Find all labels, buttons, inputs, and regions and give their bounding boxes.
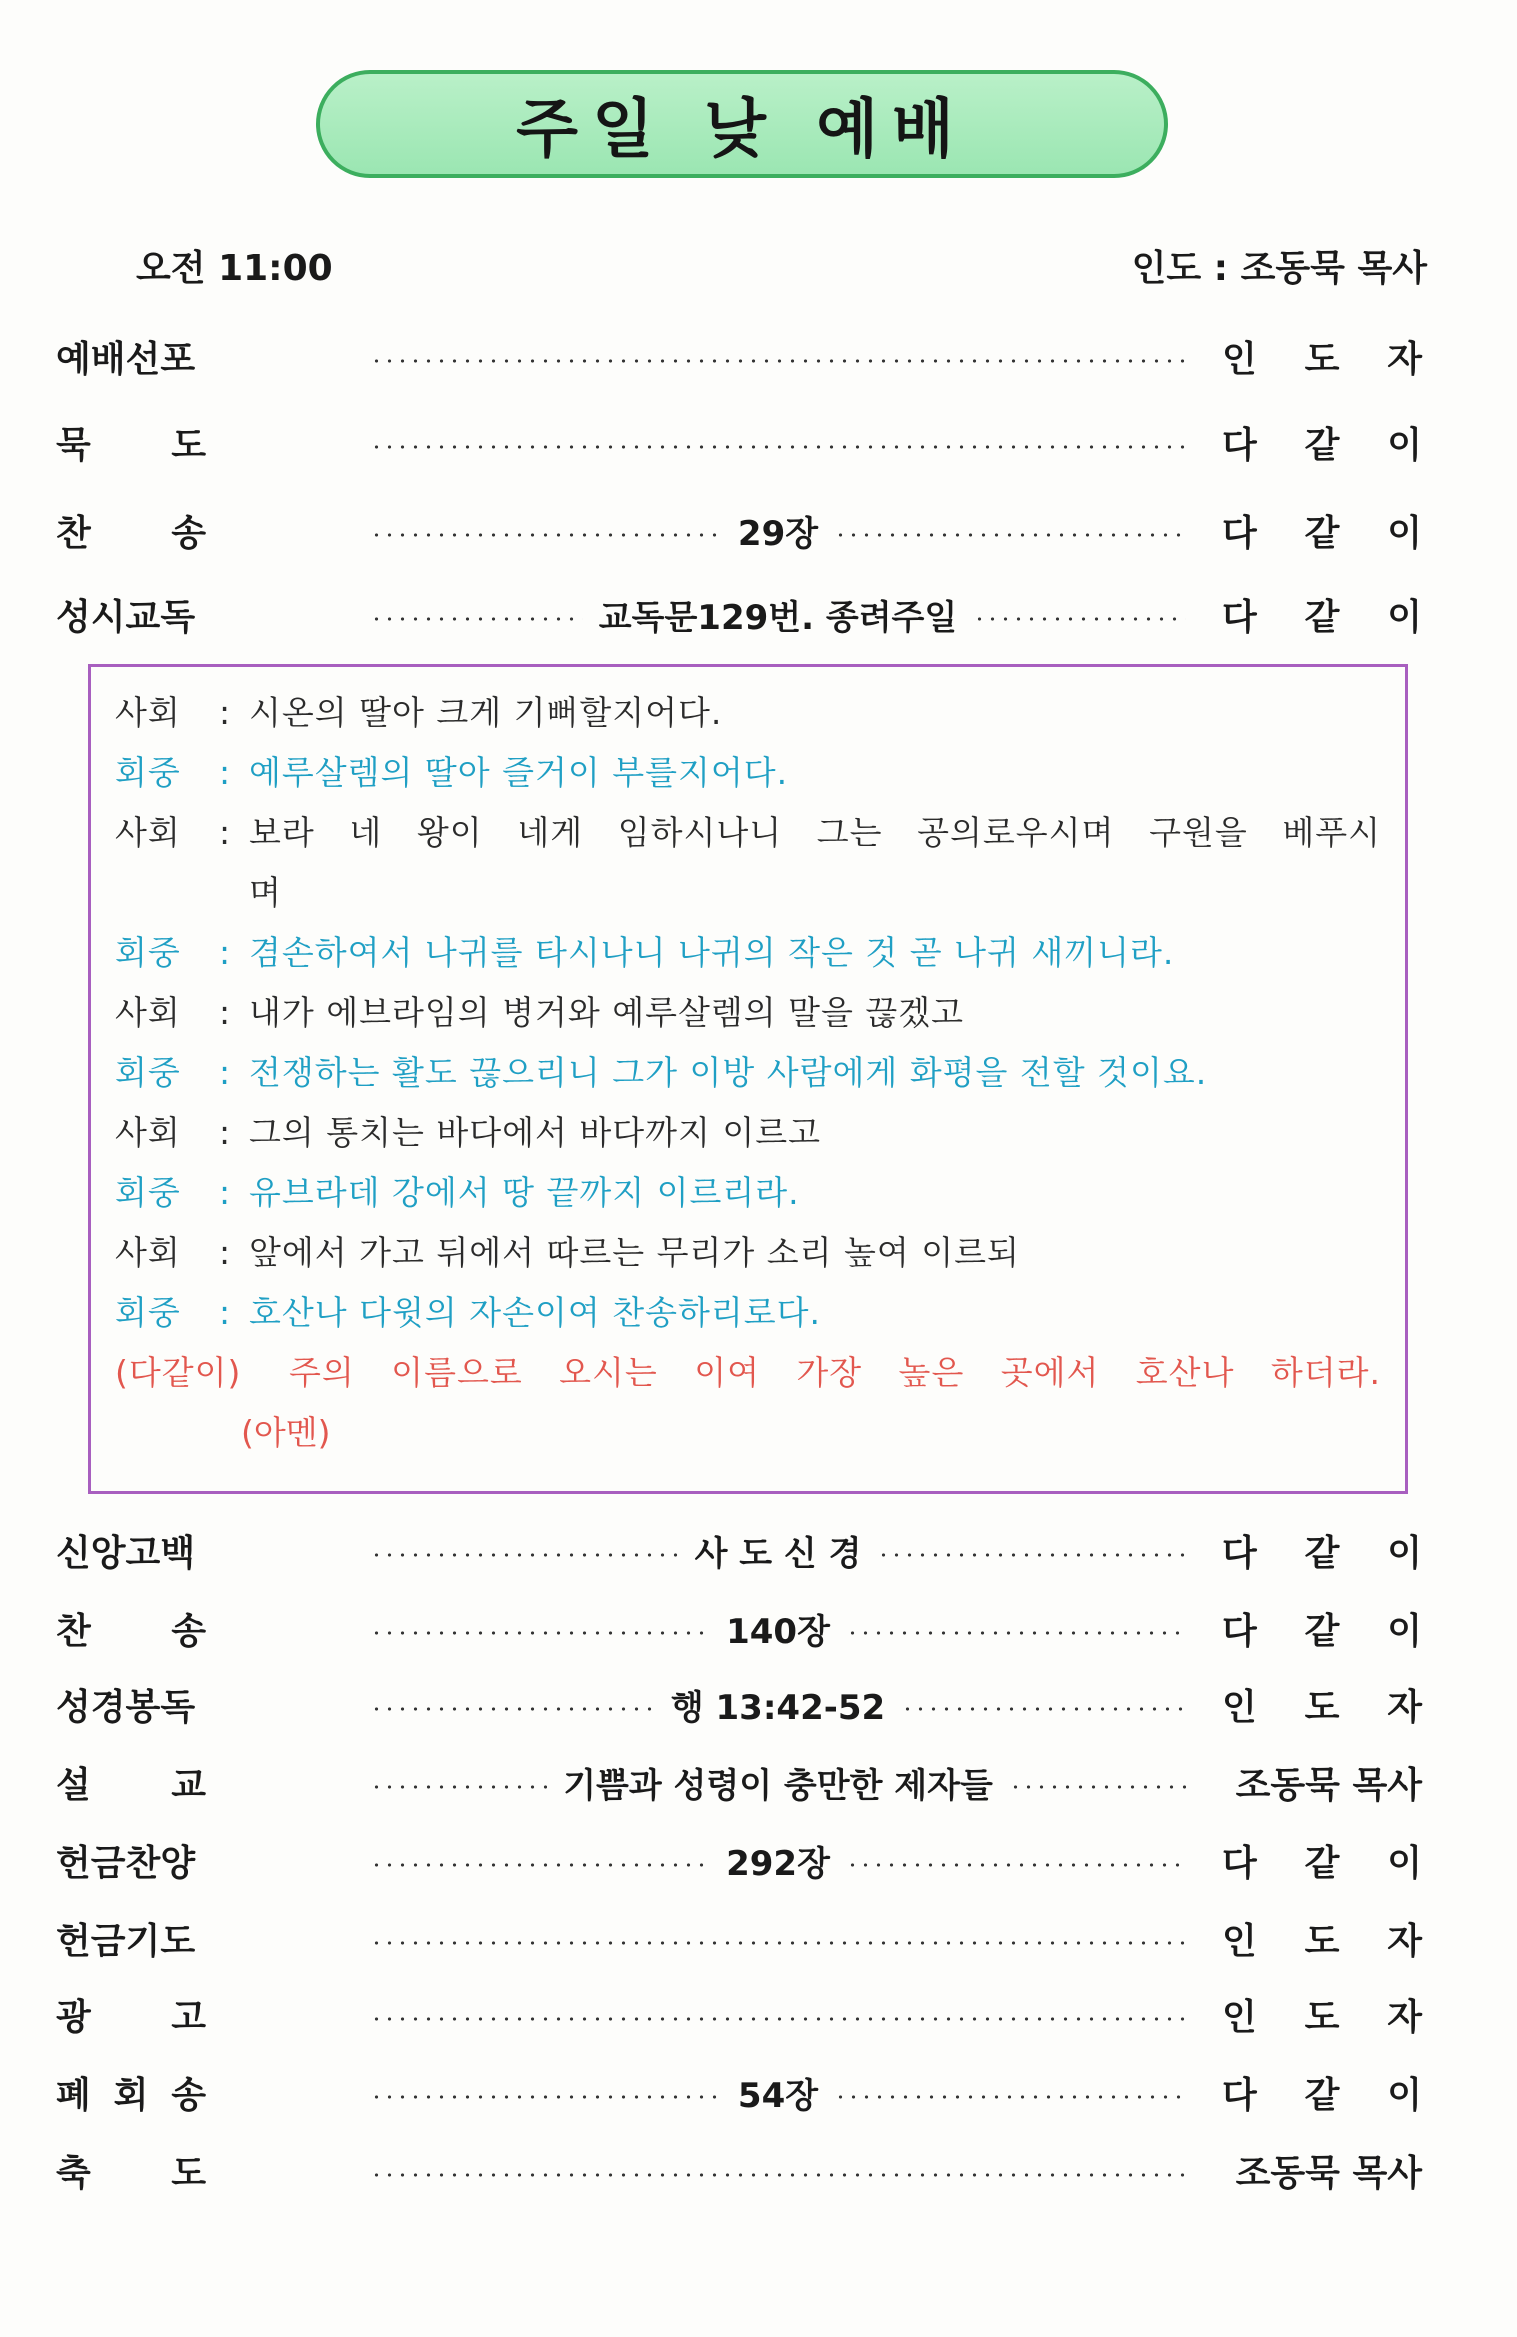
colon: : — [219, 993, 232, 1032]
performer-char: 다 — [1222, 512, 1257, 554]
dot-leader — [370, 1785, 547, 1789]
label-char: 설 — [56, 1764, 91, 1806]
dot-leader — [846, 1863, 1186, 1867]
performer-char: 다 — [1222, 596, 1257, 638]
performer-char: 같 — [1304, 512, 1340, 554]
responsive-speaker: 사회 — [115, 1233, 181, 1272]
dot-leader — [370, 1553, 679, 1557]
responsive-line — [115, 743, 1381, 803]
dot-leader — [901, 1707, 1186, 1711]
dot-leader — [370, 533, 722, 537]
order-item-content: 29장 — [737, 513, 819, 554]
order-item-performer — [1222, 2145, 1422, 2196]
title-banner — [316, 70, 1168, 178]
label-char: 폐 — [56, 2074, 91, 2116]
responsive-speaker: 사회 — [115, 993, 181, 1032]
responsive-line — [115, 983, 1381, 1043]
order-item-label — [56, 417, 206, 468]
performer-char: 같 — [1304, 1842, 1340, 1884]
responsive-text: 주의 이름으로 오시는 이여 가장 높은 곳에서 호산나 하더라. — [289, 1353, 1381, 1392]
responsive-continuation: (아멘) — [241, 1413, 331, 1452]
order-item-label — [56, 505, 206, 556]
colon: : — [219, 1293, 232, 1332]
performer-char: 도 — [1304, 338, 1340, 380]
performer-char: 같 — [1304, 424, 1340, 466]
order-item-content: 사 도 신 경 — [694, 1533, 862, 1574]
responsive-text: 유브라데 강에서 땅 끝까지 이르리라. — [249, 1173, 800, 1212]
responsive-speaker: (다같이) — [115, 1353, 242, 1392]
label-char: 찬 — [56, 512, 91, 554]
label-char: 예배선포 — [56, 338, 196, 380]
order-item-label — [56, 1603, 206, 1654]
responsive-line — [115, 1283, 1381, 1343]
performer-char: 도 — [1304, 1686, 1340, 1728]
order-item — [56, 1830, 1422, 1890]
order-item-label — [56, 1989, 206, 2040]
order-item — [56, 500, 1422, 560]
order-item-label — [56, 589, 206, 640]
label-char: 송 — [171, 512, 206, 554]
label-char: 묵 — [56, 424, 91, 466]
order-item-detail — [370, 1520, 1186, 1580]
order-item — [56, 2062, 1422, 2122]
label-char: 도 — [171, 424, 206, 466]
colon: : — [219, 813, 232, 852]
dot-leader — [370, 1863, 710, 1867]
responsive-text: 앞에서 가고 뒤에서 따르는 무리가 소리 높여 이르되 — [249, 1233, 1020, 1272]
responsive-speaker: 사회 — [115, 693, 181, 732]
dot-leader — [370, 1707, 655, 1711]
order-item-performer — [1222, 505, 1422, 556]
order-item — [56, 1674, 1422, 1734]
order-item-detail — [370, 1674, 1186, 1734]
performer-char: 조동묵 목사 — [1235, 2152, 1422, 2194]
dot-leader — [370, 359, 1186, 363]
responsive-speaker: 회중 — [115, 1053, 181, 1092]
order-item-content: 140장 — [726, 1611, 830, 1652]
order-item — [56, 1598, 1422, 1658]
order-item-label — [56, 1757, 206, 1808]
performer-char: 이 — [1387, 512, 1422, 554]
order-item-label — [56, 1913, 206, 1964]
order-item-performer — [1222, 331, 1422, 382]
order-item-performer — [1222, 417, 1422, 468]
order-item-detail — [370, 500, 1186, 560]
page-title: 주일 낮 예배 — [516, 93, 968, 167]
performer-char: 이 — [1387, 1610, 1422, 1652]
performer-char: 인 — [1222, 338, 1257, 380]
label-char: 헌금찬양 — [56, 1842, 196, 1884]
order-item-performer — [1222, 589, 1422, 640]
performer-char: 인 — [1222, 1996, 1257, 2038]
order-item — [56, 2140, 1422, 2200]
order-item — [56, 326, 1422, 386]
order-item — [56, 412, 1422, 472]
label-char: 성시교독 — [56, 596, 196, 638]
colon: : — [219, 1233, 232, 1272]
performer-char: 같 — [1304, 1532, 1340, 1574]
order-item — [56, 1984, 1422, 2044]
responsive-text: 그의 통치는 바다에서 바다까지 이르고 — [249, 1113, 822, 1152]
order-item — [56, 1752, 1422, 1812]
colon: : — [219, 1113, 232, 1152]
order-item — [56, 1908, 1422, 1968]
responsive-speaker: 회중 — [115, 1173, 181, 1212]
performer-char: 같 — [1304, 596, 1340, 638]
responsive-line — [115, 1103, 1381, 1163]
performer-char: 자 — [1387, 1920, 1422, 1962]
label-char: 축 — [56, 2152, 91, 2194]
dot-leader — [370, 445, 1186, 449]
performer-char: 이 — [1387, 424, 1422, 466]
order-item-detail — [370, 326, 1186, 386]
colon: : — [219, 1173, 232, 1212]
order-item-detail — [370, 2062, 1186, 2122]
order-item-label — [56, 1835, 206, 1886]
responsive-line — [115, 923, 1381, 983]
order-item-detail — [370, 412, 1186, 472]
responsive-text: 시온의 딸아 크게 기뻐할지어다. — [249, 693, 723, 732]
label-char: 도 — [171, 2152, 206, 2194]
responsive-speaker: 회중 — [115, 1293, 181, 1332]
responsive-speaker: 회중 — [115, 933, 181, 972]
order-item-detail — [370, 1752, 1186, 1812]
label-char: 신앙고백 — [56, 1532, 196, 1574]
performer-char: 다 — [1222, 1532, 1257, 1574]
performer-char: 자 — [1387, 338, 1422, 380]
dot-leader — [370, 1941, 1186, 1945]
performer-char: 이 — [1387, 596, 1422, 638]
service-time: 오전 11:00 — [136, 248, 333, 289]
responsive-text: 전쟁하는 활도 끊으리니 그가 이방 사람에게 화평을 전할 것이요. — [249, 1053, 1208, 1092]
order-item-detail — [370, 1984, 1186, 2044]
responsive-speaker: 사회 — [115, 813, 181, 852]
order-item-label — [56, 1525, 206, 1576]
responsive-reading-box — [88, 664, 1408, 1494]
colon: : — [219, 753, 232, 792]
label-char: 교 — [171, 1764, 206, 1806]
label-char: 송 — [171, 1610, 206, 1652]
order-item-performer — [1222, 1679, 1422, 1730]
order-item-label — [56, 331, 206, 382]
order-item-content: 교독문129번. 종려주일 — [598, 597, 958, 638]
dot-leader — [834, 533, 1186, 537]
label-char: 회 — [113, 2074, 149, 2116]
order-item-label — [56, 2067, 206, 2118]
responsive-line — [115, 683, 1381, 743]
dot-leader — [370, 2017, 1186, 2021]
label-char: 성경봉독 — [56, 1686, 196, 1728]
performer-char: 인 — [1222, 1920, 1257, 1962]
order-item-performer — [1222, 1989, 1422, 2040]
dot-leader — [877, 1553, 1186, 1557]
label-char: 찬 — [56, 1610, 91, 1652]
dot-leader — [370, 1631, 710, 1635]
performer-char: 도 — [1304, 1920, 1340, 1962]
dot-leader — [370, 2173, 1186, 2177]
responsive-speaker: 사회 — [115, 1113, 181, 1152]
responsive-text: 겸손하여서 나귀를 타시나니 나귀의 작은 것 곧 나귀 새끼니라. — [249, 933, 1175, 972]
responsive-speaker: 회중 — [115, 753, 181, 792]
responsive-continuation: 며 — [249, 873, 281, 912]
order-item-performer — [1222, 1913, 1422, 1964]
label-char: 고 — [171, 1996, 206, 2038]
performer-char: 다 — [1222, 1842, 1257, 1884]
dot-leader — [370, 2095, 722, 2099]
responsive-line — [115, 1343, 1381, 1403]
order-item-label — [56, 1679, 206, 1730]
performer-char: 자 — [1387, 1996, 1422, 2038]
performer-char: 조동묵 목사 — [1235, 1764, 1422, 1806]
responsive-line — [115, 803, 1381, 863]
responsive-text: 예루살렘의 딸아 즐거이 부를지어다. — [249, 753, 789, 792]
performer-char: 다 — [1222, 2074, 1257, 2116]
performer-char: 자 — [1387, 1686, 1422, 1728]
dot-leader — [370, 617, 583, 621]
order-item-performer — [1222, 1525, 1422, 1576]
label-char: 헌금기도 — [56, 1920, 196, 1962]
order-item-detail — [370, 2140, 1186, 2200]
dot-leader — [846, 1631, 1186, 1635]
label-char: 광 — [56, 1996, 91, 2038]
order-item-performer — [1222, 1835, 1422, 1886]
order-item-content: 292장 — [726, 1843, 830, 1884]
responsive-line — [115, 1223, 1381, 1283]
dot-leader — [834, 2095, 1186, 2099]
order-item-detail — [370, 1908, 1186, 1968]
performer-char: 도 — [1304, 1996, 1340, 2038]
order-item-content: 행 13:42-52 — [670, 1687, 886, 1728]
colon: : — [219, 693, 232, 732]
order-item — [56, 1520, 1422, 1580]
colon: : — [219, 933, 232, 972]
order-item — [56, 584, 1422, 644]
order-item-content: 54장 — [737, 2075, 819, 2116]
order-item-detail — [370, 584, 1186, 644]
performer-char: 다 — [1222, 424, 1257, 466]
order-item-label — [56, 2145, 206, 2196]
performer-char: 다 — [1222, 1610, 1257, 1652]
order-item-performer — [1222, 2067, 1422, 2118]
label-char: 송 — [171, 2074, 206, 2116]
performer-char: 이 — [1387, 1532, 1422, 1574]
colon: : — [219, 1053, 232, 1092]
order-item-content: 기쁨과 성령이 충만한 제자들 — [563, 1765, 993, 1806]
performer-char: 이 — [1387, 2074, 1422, 2116]
responsive-line — [115, 1043, 1381, 1103]
responsive-text: 호산나 다윗의 자손이여 찬송하리로다. — [249, 1293, 822, 1332]
order-item-detail — [370, 1830, 1186, 1890]
performer-char: 같 — [1304, 2074, 1340, 2116]
performer-char: 인 — [1222, 1686, 1257, 1728]
service-leader: 인도 : 조동묵 목사 — [1131, 248, 1427, 289]
responsive-text: 내가 에브라임의 병거와 예루살렘의 말을 끊겠고 — [249, 993, 965, 1032]
responsive-text: 보라 네 왕이 네게 임하시나니 그는 공의로우시며 구원을 베푸시 — [249, 813, 1381, 852]
dot-leader — [973, 617, 1186, 621]
performer-char: 이 — [1387, 1842, 1422, 1884]
order-item-performer — [1222, 1603, 1422, 1654]
performer-char: 같 — [1304, 1610, 1340, 1652]
order-item-performer — [1222, 1757, 1422, 1808]
dot-leader — [1009, 1785, 1186, 1789]
responsive-line — [115, 1163, 1381, 1223]
order-item-detail — [370, 1598, 1186, 1658]
